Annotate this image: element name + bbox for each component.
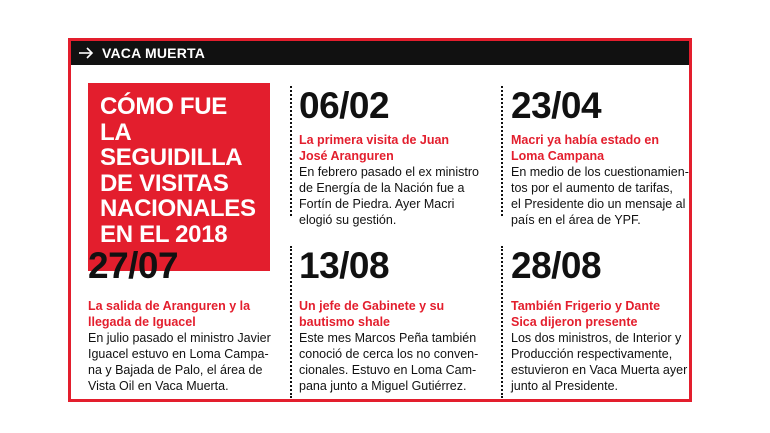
body-line: conoció de cerca los no conven- [299,347,479,361]
timeline-entry [88,246,286,394]
intro-line: LA SEGUIDILLA [100,118,243,171]
entry-body [88,330,286,394]
body-line: En febrero pasado el ex ministro [299,165,479,179]
body-line: país en el área de YPF. [511,213,641,227]
headline-line: Macri ya había estado en [511,133,659,147]
column-divider [501,86,503,216]
intro-line: DE VISITAS [100,169,229,197]
column-divider [501,246,503,398]
intro-line: NACIONALES [100,195,256,222]
entry-date: 23/04 [511,85,602,126]
entry-date: 06/02 [299,85,390,126]
timeline-entry [299,246,497,394]
entry-headline [511,132,689,164]
body-line: Iguacel estuvo en Loma Campa- [88,347,269,361]
timeline-entry [511,86,689,228]
headline-line: La salida de Aranguren y la [88,299,251,313]
entry-body [299,164,495,228]
intro-heading [100,94,264,247]
intro-line: EN EL 2018 [100,220,228,248]
entry-date: 28/08 [511,245,602,286]
headline-line: La primera visita de Juan [299,133,450,147]
section-header [71,41,689,65]
body-line: Producción respectivamente, [511,347,673,361]
body-line: junto al Presidente. [511,379,619,393]
body-line: En julio pasado el ministro Javier [88,331,271,345]
entry-body [511,330,689,394]
body-line: elogió su gestión. [299,213,397,227]
body-line: Vista Oil en Vaca Muerta. [88,379,229,393]
entry-body [299,330,497,394]
timeline-entry [299,86,495,228]
intro-line: CÓMO FUE [100,93,227,120]
entry-body [511,164,689,228]
entry-headline [299,298,497,330]
column-divider [290,246,292,398]
entry-headline [511,298,689,330]
body-line: de Energía de la Nación fue a [299,181,465,195]
body-line: tos por el aumento de tarifas, [511,181,673,195]
infographic-frame [68,38,692,402]
body-line: En medio de los cuestionamien- [511,165,689,179]
body-line: Fortín de Piedra. Ayer Macri [299,197,455,211]
body-line: el Presidente dio un mensaje al [511,197,686,211]
section-title: VACA MUERTA [102,45,206,61]
arrow-right-icon [78,45,94,61]
entry-headline [88,298,286,330]
headline-line: También Frigerio y Dante [511,299,661,313]
entry-date: 13/08 [299,245,390,286]
body-line: na y Bajada de Palo, el área de [88,363,263,377]
headline-line: Un jefe de Gabinete y su [299,299,445,313]
headline-line: Loma Campana [511,149,605,163]
column-divider [290,86,292,216]
headline-line: llegada de Iguacel [88,315,196,329]
body-line: Los dos ministros, de Interior y [511,331,682,345]
entry-headline [299,132,495,164]
timeline-entry [511,246,689,394]
headline-line: Sica dijeron presente [511,315,638,329]
intro-box [88,83,270,271]
body-line: Este mes Marcos Peña también [299,331,477,345]
entry-date: 27/07 [88,245,179,286]
body-line: cionales. Estuvo en Loma Cam- [299,363,477,377]
headline-line: bautismo shale [299,315,390,329]
body-line: estuvieron en Vaca Muerta ayer [511,363,688,377]
headline-line: José Aranguren [299,149,394,163]
body-line: pana junto a Miguel Gutiérrez. [299,379,467,393]
